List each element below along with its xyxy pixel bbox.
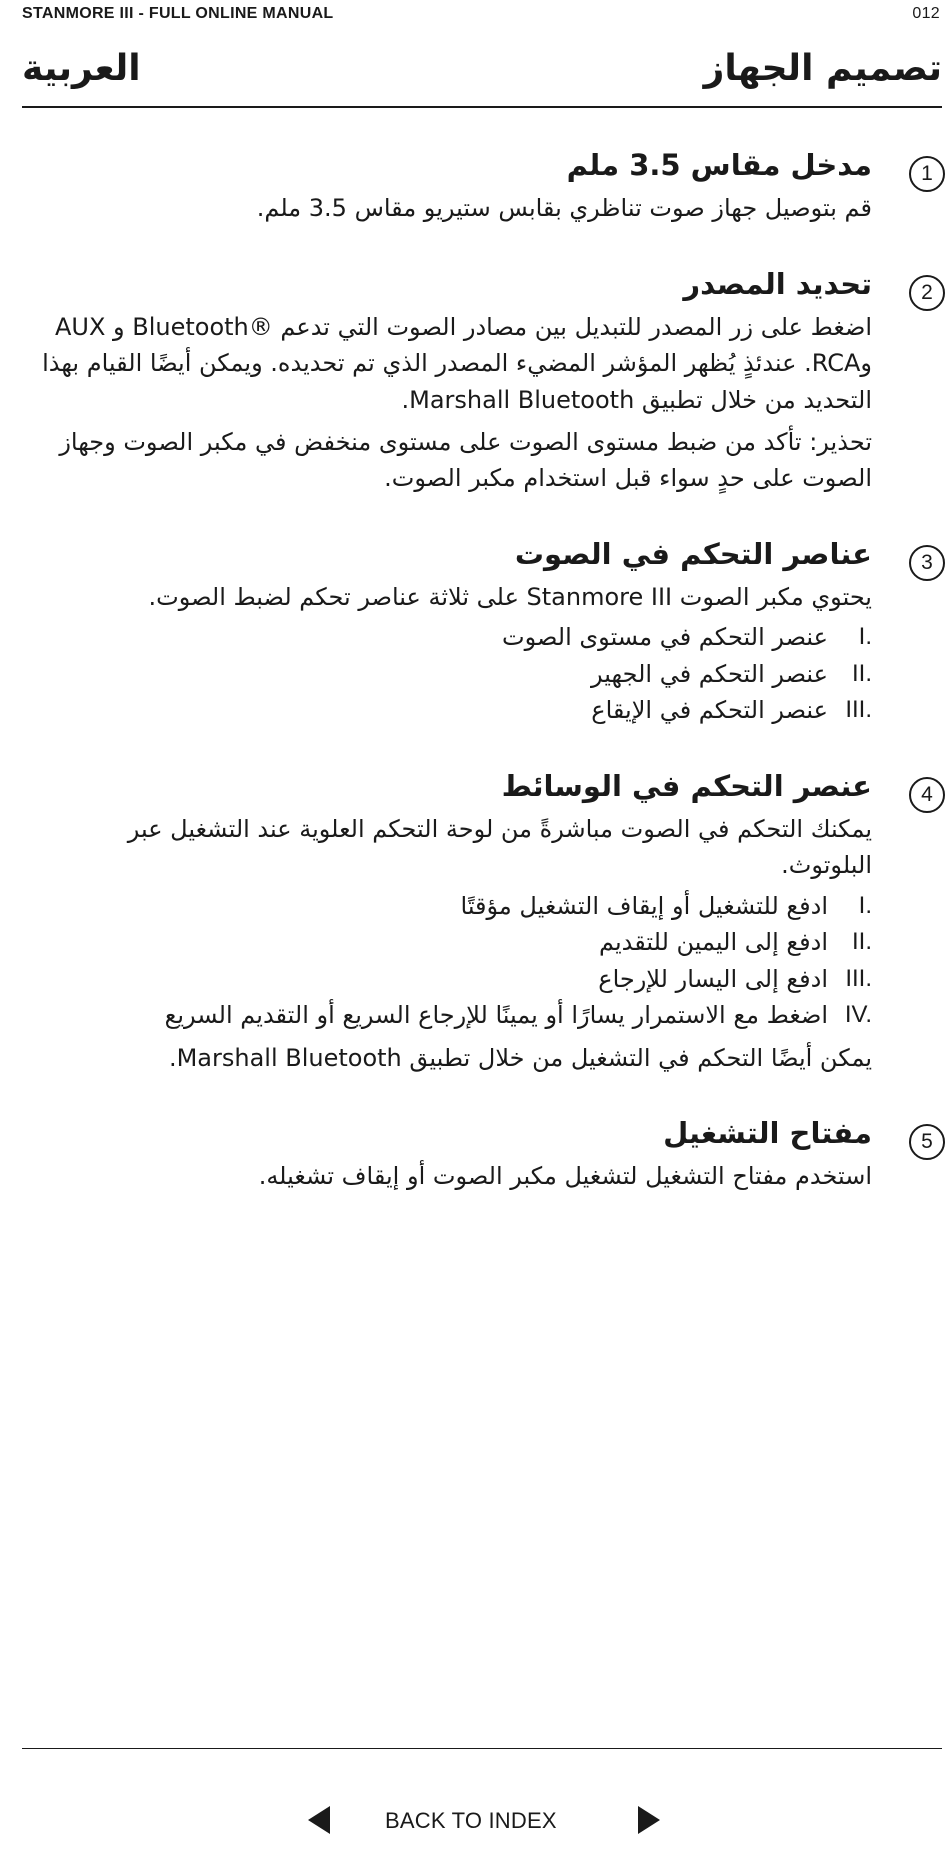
- back-to-index-link[interactable]: BACK TO INDEX: [385, 1808, 557, 1833]
- section-number-badge: 4: [909, 777, 945, 813]
- section-number-badge: 1: [909, 156, 945, 192]
- content: [40, 140, 945, 1231]
- section-outro: يمكن أيضًا التحكم في التشغيل من خلال تطبيق Marshall Bluetooth.: [168, 1043, 872, 1072]
- page-number: 012: [912, 5, 940, 22]
- section-number-badge: 3: [909, 545, 945, 581]
- section-number-badge: 2: [909, 275, 945, 311]
- section-aux-input: [40, 144, 945, 227]
- section-source-select: [40, 263, 945, 497]
- list-item: III. ادفع إلى اليسار للإرجاع: [598, 964, 872, 993]
- top-bar: [0, 0, 950, 30]
- section-text: اضغط على زر المصدر للتبديل بين مصادر الصوت التي تدعم ®Bluetooth و AUX وRCA. عندئذٍ يُظهر المؤشر المضيء المصدر الذي تم تحديده. ويمكن أيضًا القيام بهذا التحديد من خلال تطبيق Marshall Bluetooth.: [42, 312, 872, 414]
- section-intro: يحتوي مكبر الصوت Stanmore III على ثلاثة عناصر تحكم لضبط الصوت.: [148, 582, 872, 611]
- warning-text: تحذير: تأكد من ضبط مستوى الصوت على مستوى منخفض في مكبر الصوت وجهاز الصوت على حدٍ سواء قبل استخدام مكبر الصوت.: [59, 427, 872, 493]
- list-item: II. ادفع إلى اليمين للتقديم: [599, 928, 872, 957]
- section-heading: مدخل مقاس 3.5 ملم: [566, 148, 872, 182]
- section-text: قم بتوصيل جهاز صوت تناظري بقابس ستيريو مقاس 3.5 ملم.: [256, 194, 872, 223]
- section-text: استخدم مفتاح التشغيل لتشغيل مكبر الصوت أو إيقاف تشغيله.: [258, 1162, 872, 1191]
- footer-nav: [0, 1800, 950, 1840]
- list-item: II. عنصر التحكم في الجهير: [591, 659, 872, 688]
- previous-page-icon[interactable]: [308, 1806, 330, 1834]
- language-label: العربية: [22, 48, 141, 89]
- list-item: I. ادفع للتشغيل أو إيقاف التشغيل مؤقتًا: [460, 891, 872, 920]
- manual-title: STANMORE III - FULL ONLINE MANUAL: [22, 5, 334, 22]
- section-intro: يمكنك التحكم في الصوت مباشرةً من لوحة التحكم العلوية عند التشغيل عبر البلوتوث.: [127, 814, 872, 880]
- section-heading: مفتاح التشغيل: [663, 1116, 872, 1151]
- media-actions-list: [40, 888, 872, 1034]
- footer-divider: [22, 1748, 942, 1749]
- section-media-control: [40, 765, 945, 1076]
- list-item: I. عنصر التحكم في مستوى الصوت: [501, 623, 872, 652]
- page-title: تصميم الجهاز: [703, 48, 942, 89]
- list-item: IV. اضغط مع الاستمرار يسارًا أو يمينًا للإرجاع السريع أو التقديم السريع: [164, 1001, 872, 1030]
- section-sound-controls: [40, 533, 945, 729]
- section-heading: تحديد المصدر: [683, 266, 872, 301]
- section-number-badge: 5: [909, 1124, 945, 1160]
- title-bar: [22, 44, 942, 108]
- section-heading: عناصر التحكم في الصوت: [514, 536, 872, 571]
- next-page-icon[interactable]: [638, 1806, 660, 1834]
- controls-list: [40, 619, 872, 728]
- section-power-switch: [40, 1112, 945, 1195]
- section-heading: عنصر التحكم في الوسائط: [501, 768, 872, 803]
- list-item: III. عنصر التحكم في الإيقاع: [591, 696, 872, 725]
